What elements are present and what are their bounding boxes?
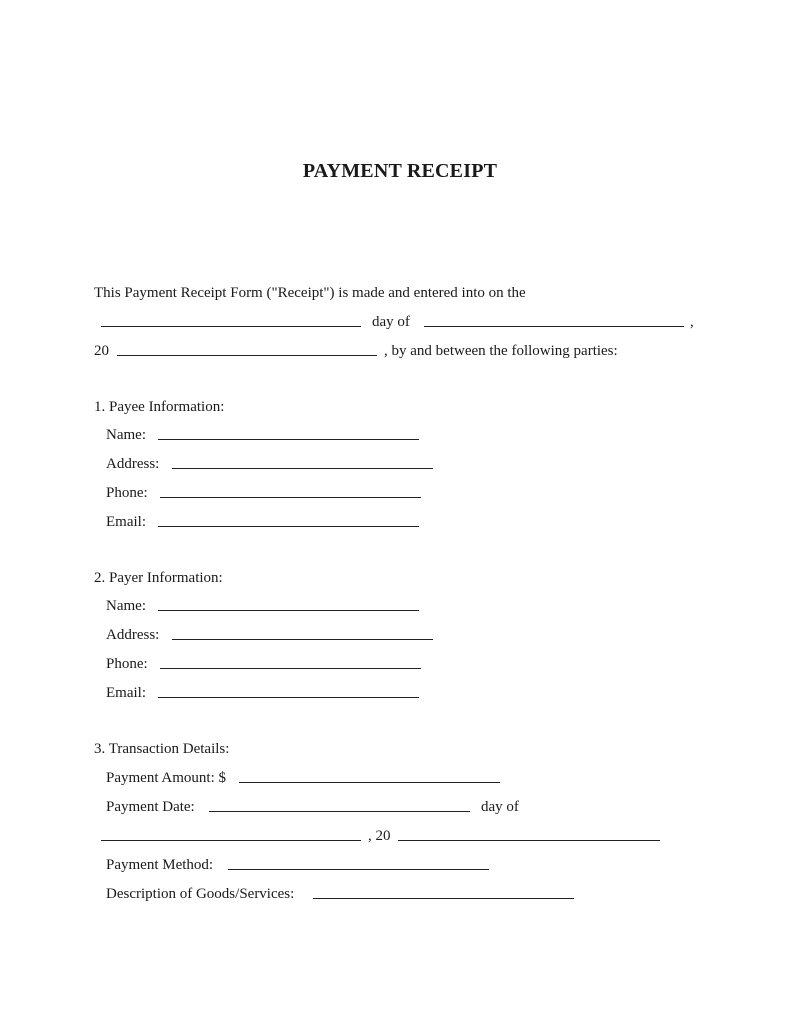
payer-address-row [0, 625, 800, 645]
payment-amount-field[interactable] [239, 768, 500, 783]
payer-email-label: Email: [106, 685, 146, 701]
payment-amount-label: Payment Amount: $ [106, 770, 226, 786]
payee-name-label: Name: [106, 427, 146, 443]
payer-heading: 2. Payer Information: [94, 570, 223, 586]
payee-address-row [0, 454, 800, 474]
transaction-heading: 3. Transaction Details: [94, 741, 230, 757]
payer-name-field[interactable] [158, 596, 419, 611]
intro-parties-text: , by and between the following parties: [384, 343, 618, 359]
description-label: Description of Goods/Services: [106, 886, 295, 902]
payment-month-year-row [0, 826, 800, 846]
intro-day-blank[interactable] [101, 312, 361, 327]
intro-year-row [0, 341, 800, 361]
payee-email-field[interactable] [158, 512, 419, 527]
payee-phone-row [0, 483, 800, 503]
description-row [0, 884, 800, 904]
payee-name-field[interactable] [158, 425, 419, 440]
intro-comma: , [690, 314, 694, 330]
payer-email-field[interactable] [158, 683, 419, 698]
payment-amount-row [0, 768, 800, 788]
payment-day-field[interactable] [209, 797, 470, 812]
intro-date-row [0, 312, 800, 332]
payment-day-of: day of [481, 799, 519, 815]
payment-date-label: Payment Date: [106, 799, 195, 815]
payer-email-row [0, 683, 800, 703]
payer-address-field[interactable] [172, 625, 433, 640]
payee-name-row [0, 425, 800, 445]
payer-name-label: Name: [106, 598, 146, 614]
payer-phone-field[interactable] [160, 654, 421, 669]
payment-year-field[interactable] [398, 826, 660, 841]
intro-year-prefix: 20 [94, 343, 109, 359]
payment-method-row [0, 855, 800, 875]
payer-address-label: Address: [106, 627, 160, 643]
payer-phone-label: Phone: [106, 656, 148, 672]
intro-month-blank[interactable] [424, 312, 684, 327]
payee-email-label: Email: [106, 514, 146, 530]
payee-email-row [0, 512, 800, 532]
payee-heading: 1. Payee Information: [94, 399, 225, 415]
payee-address-label: Address: [106, 456, 160, 472]
page-title: PAYMENT RECEIPT [302, 160, 498, 182]
description-field[interactable] [313, 884, 574, 899]
payer-name-row [0, 596, 800, 616]
payee-address-field[interactable] [172, 454, 433, 469]
intro-text: This Payment Receipt Form ("Receipt") is made and entered into on the [94, 285, 526, 301]
intro-year-blank[interactable] [117, 341, 377, 356]
payment-date-row [0, 797, 800, 817]
payee-phone-field[interactable] [160, 483, 421, 498]
payee-phone-label: Phone: [106, 485, 148, 501]
payment-year-sep: , 20 [368, 828, 391, 844]
intro-day-of: day of [372, 314, 410, 330]
payment-method-field[interactable] [228, 855, 489, 870]
payer-phone-row [0, 654, 800, 674]
payment-month-field[interactable] [101, 826, 361, 841]
payment-method-label: Payment Method: [106, 857, 214, 873]
